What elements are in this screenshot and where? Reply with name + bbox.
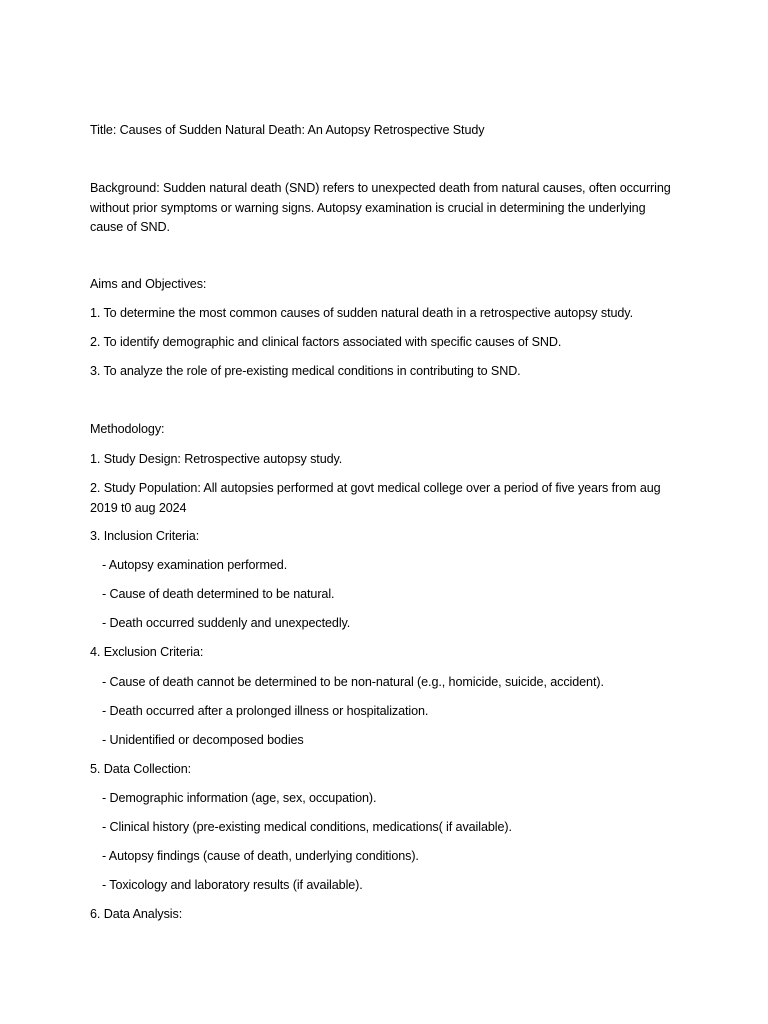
aim-item: 2. To identify demographic and clinical factors associated with specific causes of SND.	[90, 335, 562, 349]
exclusion-item: - Cause of death cannot be determined to be non-natural (e.g., homicide, suicide, accident).	[102, 675, 604, 689]
aim-item: 1. To determine the most common causes of sudden natural death in a retrospective autopsy study.	[90, 306, 633, 320]
inclusion-item: - Death occurred suddenly and unexpectedly.	[102, 616, 351, 630]
data-collection-item: - Autopsy findings (cause of death, underlying conditions).	[102, 849, 419, 863]
methodology-heading: Methodology:	[90, 422, 165, 436]
document-title: Title: Causes of Sudden Natural Death: An Autopsy Retrospective Study	[90, 123, 485, 137]
inclusion-heading: 3. Inclusion Criteria:	[90, 529, 200, 543]
exclusion-item: - Death occurred after a prolonged illness or hospitalization.	[102, 704, 429, 718]
data-collection-item: - Toxicology and laboratory results (if available).	[102, 878, 363, 892]
aims-heading: Aims and Objectives:	[90, 277, 207, 291]
exclusion-item: - Unidentified or decomposed bodies	[102, 733, 304, 747]
exclusion-heading: 4. Exclusion Criteria:	[90, 645, 204, 659]
inclusion-item: - Cause of death determined to be natural.	[102, 587, 335, 601]
study-population: 2. Study Population: All autopsies performed at govt medical college over a period of five years from aug 2019 t0 aug 2024	[90, 481, 661, 515]
aim-item: 3. To analyze the role of pre-existing medical conditions in contributing to SND.	[90, 364, 521, 378]
background-paragraph: Background: Sudden natural death (SND) refers to unexpected death from natural causes, often occurring without prior symptoms or warning signs. Autopsy examination is crucial in determining the underlying cause of SND.	[90, 181, 671, 234]
data-collection-item: - Demographic information (age, sex, occupation).	[102, 791, 377, 805]
data-collection-item: - Clinical history (pre-existing medical conditions, medications( if available).	[102, 820, 512, 834]
study-design: 1. Study Design: Retrospective autopsy study.	[90, 452, 343, 466]
inclusion-item: - Autopsy examination performed.	[102, 558, 288, 572]
data-analysis-heading: 6. Data Analysis:	[90, 907, 183, 921]
data-collection-heading: 5. Data Collection:	[90, 762, 192, 776]
